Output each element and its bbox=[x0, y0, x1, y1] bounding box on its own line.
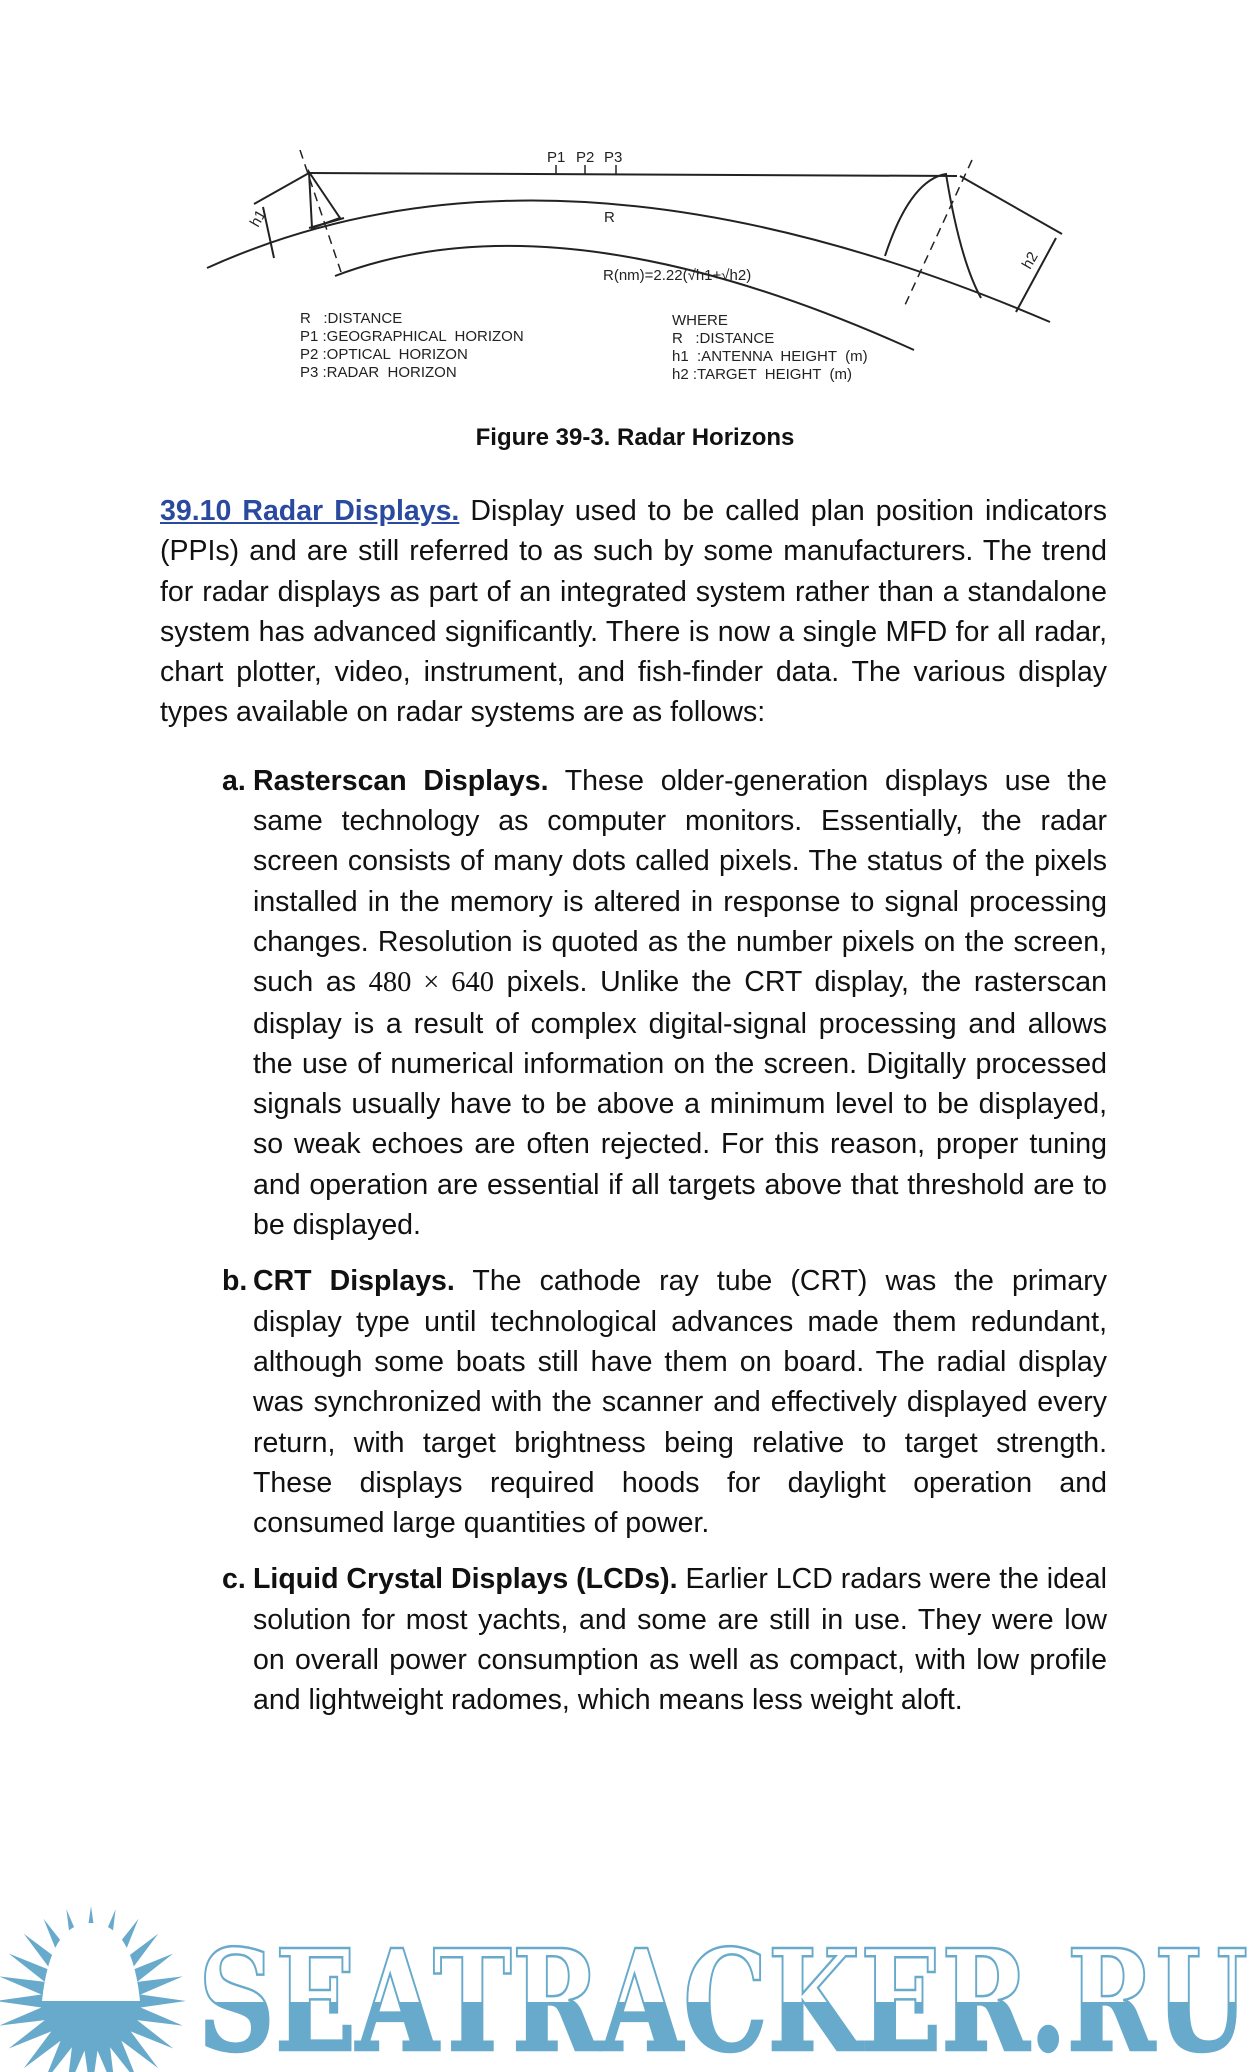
boat bbox=[309, 172, 344, 228]
figure-caption: Figure 39-3. Radar Horizons bbox=[475, 424, 795, 451]
legend-left-2: P1 :GEOGRAPHICAL HORIZON bbox=[300, 328, 524, 345]
body-text bbox=[160, 491, 1107, 1721]
section-paragraph bbox=[160, 491, 1107, 733]
p2-label: P2 bbox=[576, 149, 595, 166]
p1-label: P1 bbox=[547, 149, 566, 166]
legend-right-2: R :DISTANCE bbox=[672, 330, 775, 347]
formula: R(nm)=2.22(√h1+√h2) bbox=[603, 267, 752, 284]
legend-left-1: R :DISTANCE bbox=[300, 310, 403, 327]
section-text: Display used to be called plan position indicators (PPIs) and are still referred to as such by some manufacturers. The trend for radar displays as part of an integrated system rather than a standalone system has advanced significantly. There is now a single MFD for all radar, chart plotter, video, instrument, and fish-finder data. The various display types available on radar systems are as follows: bbox=[160, 495, 1107, 729]
list-marker: c. bbox=[222, 1563, 246, 1596]
list-item bbox=[222, 761, 1107, 1246]
item-text: Earlier LCD radars were the ideal solution for most yachts, and some are still in use. They were low on overall power consumption as well as compact, with low profile and lightweight radomes, which means less weight aloft. bbox=[253, 1563, 1107, 1717]
list-marker: a. bbox=[222, 764, 246, 797]
legend-left-3: P2 :OPTICAL HORIZON bbox=[300, 346, 468, 363]
section-link[interactable]: 39.10 Radar Displays. bbox=[160, 495, 460, 527]
list-marker: b. bbox=[222, 1265, 248, 1298]
legend-right-1: WHERE bbox=[672, 312, 728, 329]
seatracker-watermark-logo bbox=[0, 1895, 1258, 2072]
list-item bbox=[222, 1261, 1108, 1543]
item-math: 480 × 640 bbox=[368, 967, 494, 999]
sun-icon bbox=[0, 1906, 186, 2072]
item-text: pixels. Unlike the CRT display, the rasterscan display is a result of complex digital-signal processing and allows the use of numerical information on the screen. Digitally processed signals usually have to be above a minimum level to be displayed, so weak echoes are often rejected. For this reason, proper tuning and operation are essential if all targets above that threshold are to be displayed. bbox=[253, 966, 1107, 1242]
watermark-text: SEATRACKER.RU bbox=[198, 1920, 1248, 2072]
legend-right-4: h2 :TARGET HEIGHT (m) bbox=[672, 366, 853, 383]
item-title: Liquid Crystal Displays (LCDs). bbox=[253, 1563, 678, 1596]
item-title: Rasterscan Displays. bbox=[253, 764, 549, 797]
item-title: CRT Displays. bbox=[253, 1265, 455, 1298]
item-text: These older-generation displays use the same technology as computer monitors. Essentially, the radar screen consists of many dots called pixels. The status of the pixels installed in the memory is altered in response to signal processing changes. Resolution is quoted as the number pixels on the screen, such as bbox=[253, 764, 1107, 999]
earth-surface-arc bbox=[207, 201, 1050, 322]
display-types-list bbox=[160, 761, 1107, 1721]
right-dashed-line bbox=[905, 160, 972, 305]
list-item bbox=[222, 1559, 1107, 1720]
legend-left-4: P3 :RADAR HORIZON bbox=[300, 364, 457, 381]
r-label: R bbox=[604, 209, 615, 226]
legend-right-3: h1 :ANTENNA HEIGHT (m) bbox=[672, 348, 868, 365]
h1-label: h1 bbox=[246, 207, 270, 230]
hill bbox=[885, 174, 981, 298]
horizon-line bbox=[309, 173, 957, 176]
item-text: The cathode ray tube (CRT) was the primary display type until technological advances made them redundant, although some boats still have them on board. The radial display was synchronized with the scanner and effectively displayed every return, with target brightness being relative to target strength. These displays required hoods for daylight operation and consumed large quantities of power. bbox=[253, 1265, 1108, 1540]
radar-horizons-diagram bbox=[0, 0, 1258, 480]
p3-label: P3 bbox=[604, 149, 623, 166]
h2-label: h2 bbox=[1018, 249, 1042, 272]
